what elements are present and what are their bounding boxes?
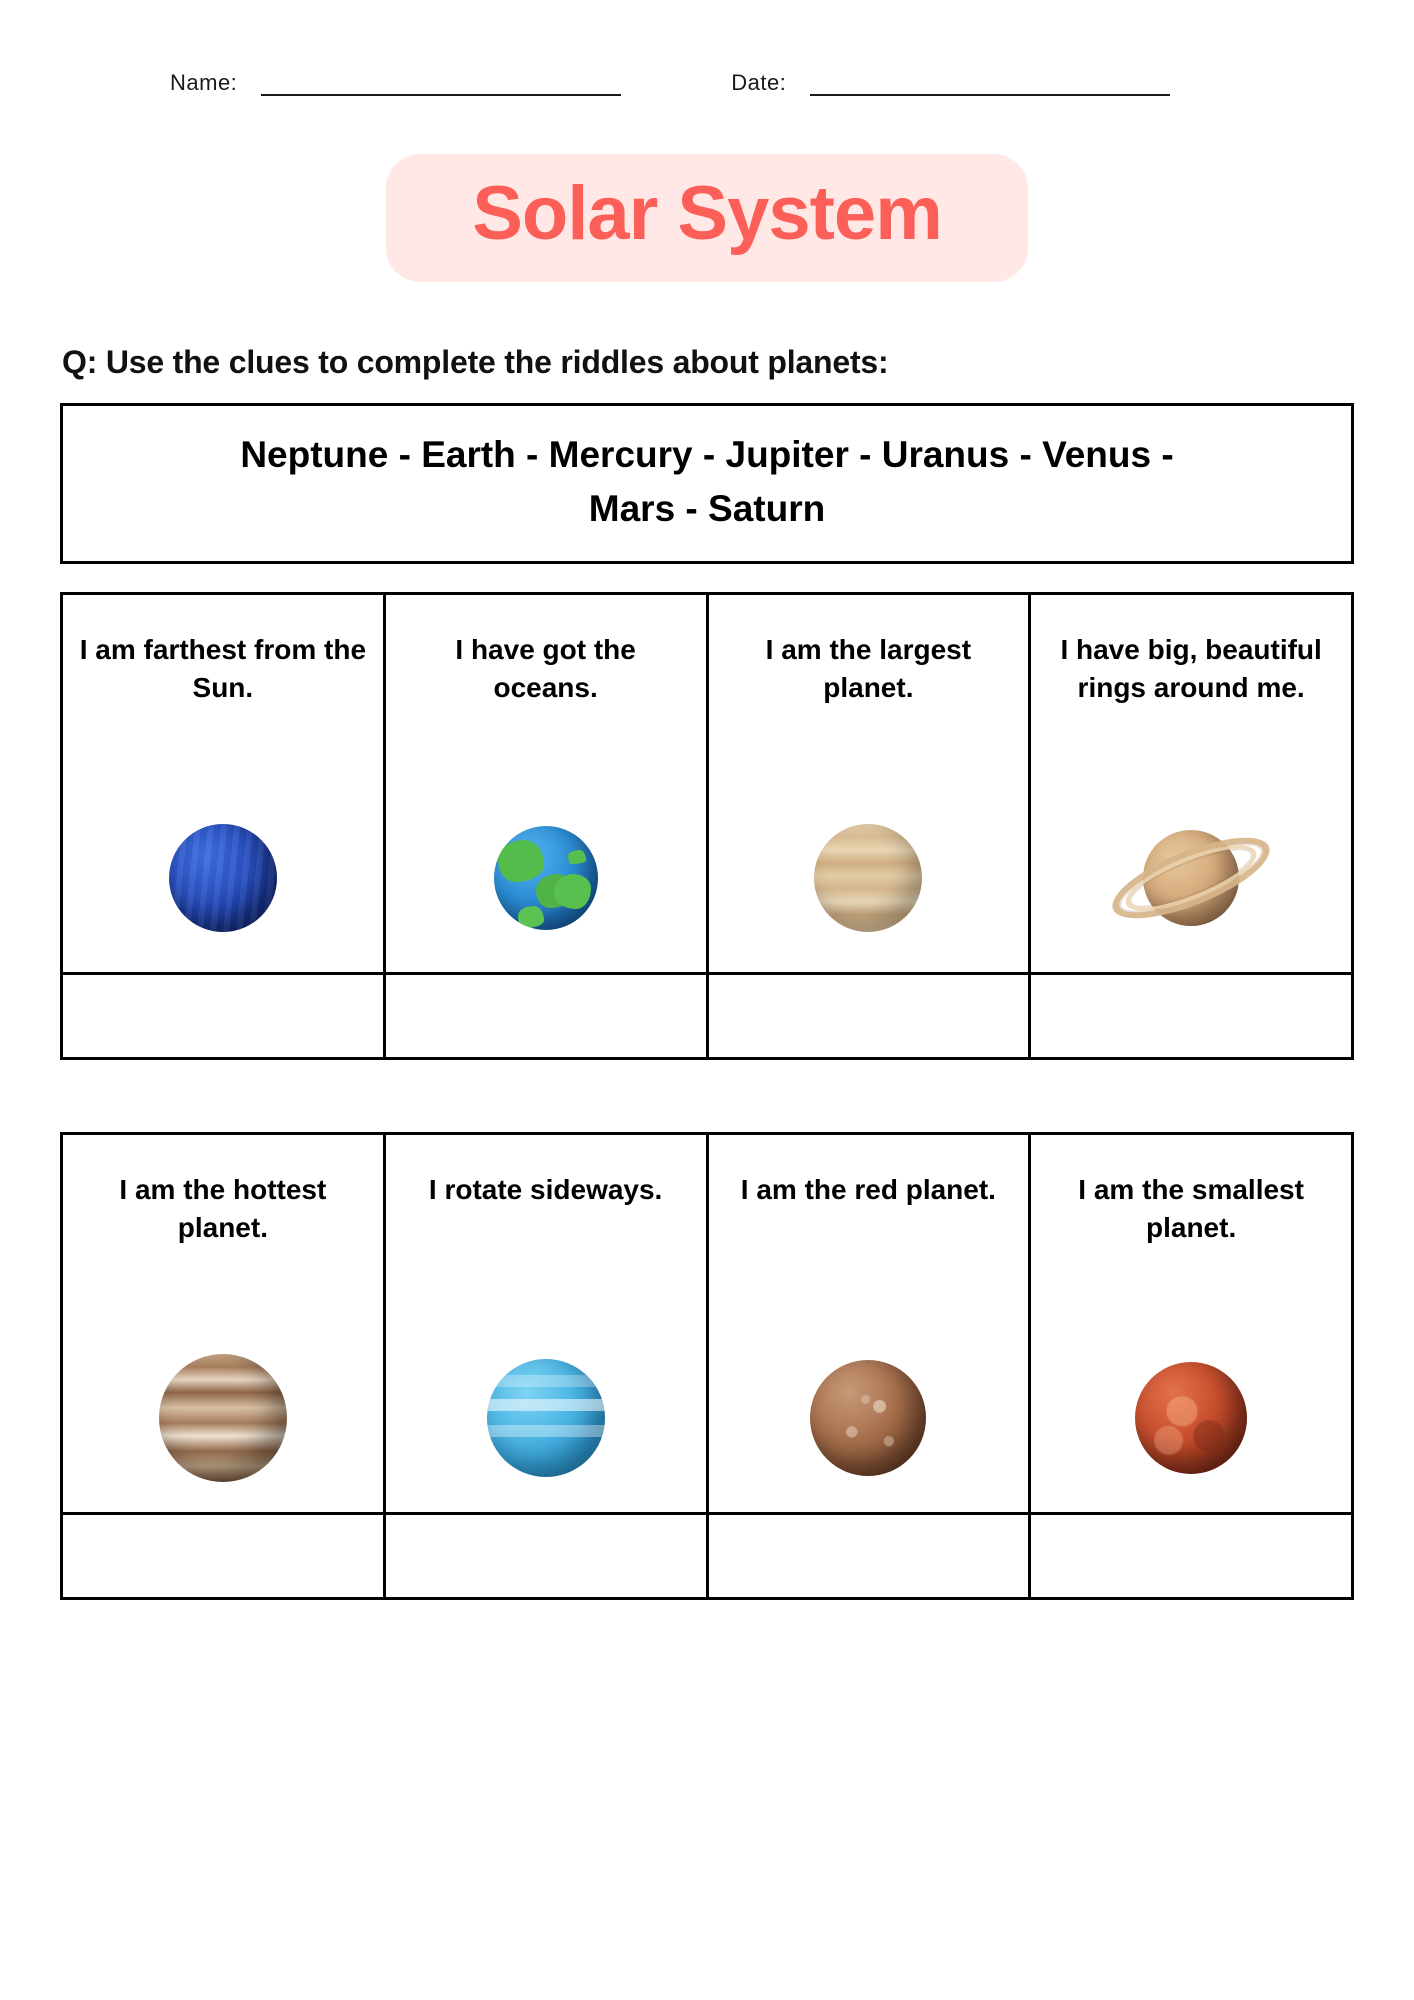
name-input-line[interactable]: [261, 74, 621, 96]
riddle-cell: [709, 1135, 1032, 1597]
answer-input-box[interactable]: [386, 1515, 706, 1597]
riddle-clue: I am the hottest planet.: [119, 1174, 327, 1244]
planet-image-zone: [386, 783, 706, 975]
riddle-cell: [709, 595, 1032, 1057]
riddle-clue: I rotate sideways.: [428, 1174, 663, 1206]
saturn-planet-icon: [1107, 808, 1275, 948]
uranus-planet-icon: [487, 1359, 605, 1477]
planet-image-zone: [709, 1323, 1029, 1515]
riddle-cell: [1031, 595, 1351, 1057]
planet-image-zone: [709, 783, 1029, 975]
word-bank-line-2: Mars - Saturn: [588, 487, 826, 529]
page-title: Solar System: [472, 171, 942, 256]
riddle-grid-row-2: [60, 1132, 1354, 1600]
name-label: Name:: [170, 70, 238, 95]
word-bank: [60, 403, 1354, 564]
jupiter-tan-planet-icon: [814, 824, 922, 932]
mercury-planet-icon: [810, 1360, 926, 1476]
answer-input-box[interactable]: [709, 975, 1029, 1057]
neptune-planet-icon: [169, 824, 277, 932]
title-pill: [386, 154, 1028, 282]
instruction-text: Q: Use the clues to complete the riddles about planets:: [62, 344, 889, 380]
jupiter-planet-icon: [159, 1354, 287, 1482]
riddle-clue: I am the largest planet.: [765, 634, 972, 704]
answer-input-box[interactable]: [386, 975, 706, 1057]
planet-image-zone: [63, 1323, 383, 1515]
mars-planet-icon: [1135, 1362, 1247, 1474]
riddle-clue: I am farthest from the Sun.: [79, 634, 367, 704]
date-input-line[interactable]: [810, 74, 1170, 96]
student-info-row: [60, 60, 1354, 96]
riddle-grid-row-1: [60, 592, 1354, 1060]
planet-image-zone: [63, 783, 383, 975]
riddle-cell: [386, 1135, 709, 1597]
riddle-cell: [386, 595, 709, 1057]
answer-input-box[interactable]: [63, 975, 383, 1057]
riddle-clue: I have big, beautiful rings around me.: [1060, 634, 1322, 704]
date-label: Date:: [731, 70, 787, 95]
title-banner: [60, 154, 1354, 282]
earth-planet-icon: [494, 826, 598, 930]
riddle-clue: I have got the oceans.: [455, 634, 636, 704]
planet-image-zone: [1031, 783, 1351, 975]
riddle-clue: I am the red planet.: [740, 1174, 996, 1206]
answer-input-box[interactable]: [1031, 975, 1351, 1057]
answer-input-box[interactable]: [1031, 1515, 1351, 1597]
planet-image-zone: [386, 1323, 706, 1515]
riddle-cell: [1031, 1135, 1351, 1597]
riddle-cell: [63, 1135, 386, 1597]
planet-image-zone: [1031, 1323, 1351, 1515]
answer-input-box[interactable]: [709, 1515, 1029, 1597]
answer-input-box[interactable]: [63, 1515, 383, 1597]
riddle-clue: I am the smallest planet.: [1078, 1174, 1304, 1244]
word-bank-line-1: Neptune - Earth - Mercury - Jupiter - Uranus - Venus -: [240, 434, 1174, 475]
riddle-cell: [63, 595, 386, 1057]
